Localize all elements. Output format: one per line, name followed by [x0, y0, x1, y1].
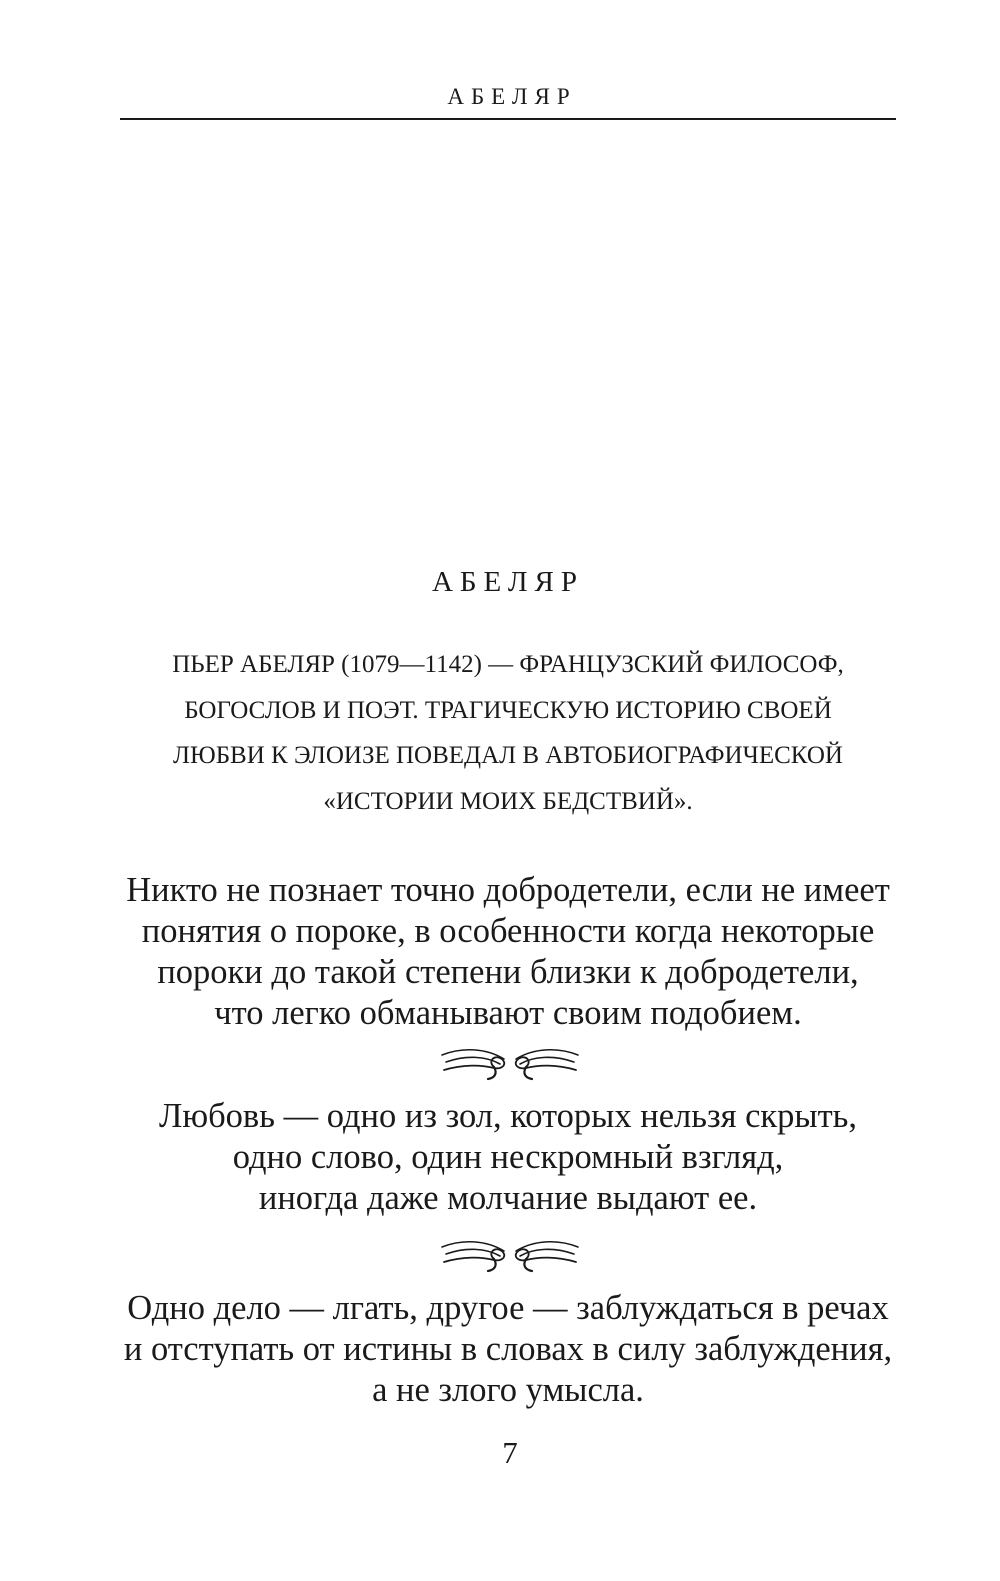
bio-line: «ИСТОРИИ МОИХ БЕДСТВИЙ».	[323, 787, 693, 815]
quote-line: иногда даже молчание выдают ее.	[258, 1179, 758, 1217]
quote-line: что легко обманывают своим подобием.	[214, 994, 802, 1032]
quote-1	[100, 870, 916, 1034]
bio-line: БОГОСЛОВ И ПОЭТ. ТРАГИЧЕСКУЮ ИСТОРИЮ СВОЕЙ	[184, 696, 832, 724]
quote-line: пороки до такой степени близки к добродетели,	[157, 953, 859, 991]
bio-line: ЛЮБВИ К ЭЛОИЗЕ ПОВЕДАЛ В АВТОБИОГРАФИЧЕСКОЙ	[173, 742, 843, 769]
flourish-ornament-icon	[438, 1042, 582, 1082]
quote-line: Одно дело — лгать, другое — заблуждаться в речах	[127, 1289, 889, 1327]
page-number: 7	[502, 1435, 518, 1470]
quote-3	[100, 1288, 916, 1411]
header-rule	[120, 118, 896, 120]
author-bio	[120, 642, 896, 824]
flourish-ornament-icon	[438, 1234, 582, 1274]
quote-2	[100, 1096, 916, 1219]
running-head: АБЕЛЯР	[447, 84, 577, 109]
quote-line: понятия о пороке, в особенности когда некоторые	[141, 912, 875, 950]
quote-line: Никто не познает точно добродетели, если не имеет	[126, 871, 890, 909]
bio-line: ПЬЕР АБЕЛЯР (1079—1142) — ФРАНЦУЗСКИЙ ФИЛОСОФ,	[172, 651, 844, 678]
section-title: АБЕЛЯР	[431, 566, 585, 598]
quote-line: а не злого умысла.	[372, 1371, 644, 1409]
quote-line: и отступать от истины в словах в силу заблуждения,	[123, 1330, 893, 1368]
quote-line: одно слово, один нескромный взгляд,	[232, 1138, 784, 1176]
quote-line: Любовь — одно из зол, которых нельзя скрыть,	[158, 1097, 858, 1135]
